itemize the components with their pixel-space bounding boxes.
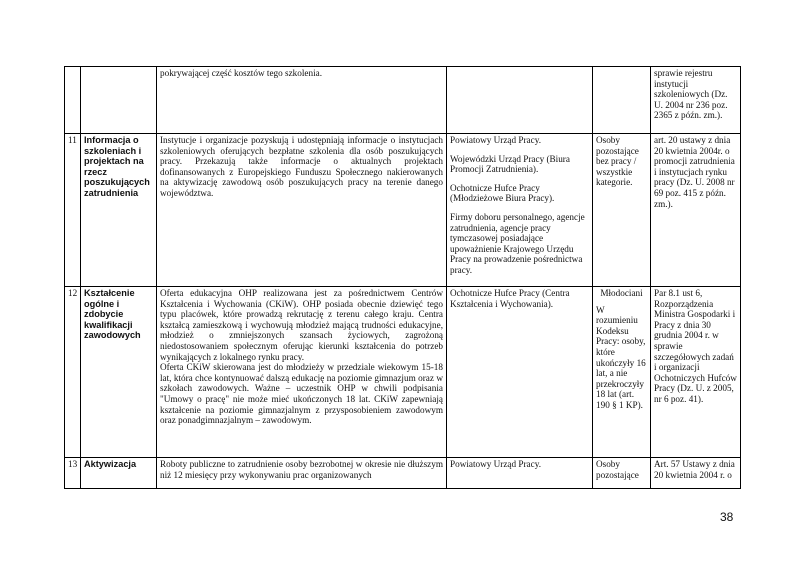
table-row	[65, 67, 741, 134]
row-number: 13	[65, 458, 81, 489]
institution: Powiatowy Urząd Pracy.	[450, 459, 541, 469]
institution: Ochotnicze Hufce Pracy (Centra Kształcenia i Wychowania).	[450, 288, 570, 309]
table-row	[65, 458, 741, 489]
target-group-cell: Osoby pozostające	[593, 458, 651, 489]
service-description: Roboty publiczne to zatrudnienie osoby bezrobotnej w okresie nie dłuższym niż 12 miesięcy przy wykonywaniu prac organizowanych	[157, 458, 447, 489]
service-description: Instytucje i organizacje pozyskują i udostępniają informacje o instytucjach szkoleniowych oferujących bezpłatne szkolenia dla osób poszukujących pracy. Przekazują także informacje o aktualnych projektach dofinansowanych z Europejskiego Funduszu Społecznego nakierowanych na aktywizację zawodową osób poszukujących pracy na terenie danego województwa.	[157, 134, 447, 287]
institution: Powiatowy Urząd Pracy.	[450, 135, 541, 145]
row-number	[65, 67, 81, 134]
row-number: 11	[65, 134, 81, 287]
institution: Ochotnicze Hufce Pracy (Młodzieżowe Biura Pracy).	[450, 182, 555, 204]
institution: Wojewódzki Urząd Pracy (Biura Promocji Zatrudnienia).	[450, 153, 570, 175]
institutions-cell	[447, 134, 593, 287]
services-table	[64, 66, 741, 489]
institution: Firmy doboru personalnego, agencje zatrudnienia, agencje pracy tymczasowej posiadające upoważnienie Krajowego Urzędu Pracy na prowadzenie pośrednictwa pracy.	[450, 211, 585, 275]
institutions-cell	[447, 287, 593, 458]
service-description: pokrywającej część kosztów tego szkolenia.	[157, 67, 447, 134]
institutions-cell	[447, 67, 593, 134]
target-group-cell: Młodociani W rozumieniu Kodeksu Pracy: osoby, które ukończyły 16 lat, a nie przekroczyły 18 lat (art. 190 § 1 KP).	[593, 287, 651, 458]
table-row	[65, 134, 741, 287]
legal-basis: Art. 57 Ustawy z dnia 20 kwietnia 2004 r. o	[651, 458, 741, 489]
table-row	[65, 287, 741, 458]
service-name: Informacja o szkoleniach i projektach na rzecz poszukujących zatrudnienia	[81, 134, 157, 287]
page-number: 38	[720, 510, 734, 524]
service-description: Oferta edukacyjna OHP realizowana jest za pośrednictwem Centrów Kształcenia i Wychowania (CKiW). OHP posiada obecnie dziewięć tego typu placówek, które prowadzą rekrutację z terenu całego kraju. Centra kształcą zamieszkową i wychowują młodzież mającą trudności edukacyjne, młodzież o zmniejszonych szansach życiowych, zagrożoną niedostosowaniem społecznym oferując kierunki kształcenia do potrzeb wynikających z lokalnego rynku pracy. Oferta CKiW skierowana jest do młodzieży w przedziale wiekowym 15-18 lat, która chce kontynuować dalszą edukację na poziomie gimnazjum oraz w szkołach zawodowych. Ważne – uczestnik OHP w chwili podpisania "Umowy o pracę" nie może mieć ukończonych 18 lat. CKiW zapewniają kształcenie na poziomie gimnazjalnym z przysposobieniem zawodowym oraz ponadgimnazjalnym – zawodowym.	[157, 287, 447, 458]
institutions-cell	[447, 458, 593, 489]
service-name: Kształcenie ogólne i zdobycie kwalifikacji zawodowych	[81, 287, 157, 458]
legal-basis: Par 8.1 ust 6, Rozporządzenia Ministra Gospodarki i Pracy z dnia 30 grudnia 2004 r. w sprawie szczegółowych zadań i organizacji Ochotniczych Hufców Pracy (Dz. U. z 2005, nr 6 poz. 41).	[651, 287, 741, 458]
service-name: Aktywizacja	[81, 458, 157, 489]
legal-basis: art. 20 ustawy z dnia 20 kwietnia 2004r. o promocji zatrudnienia i instytucjach rynku pracy (Dz. U. 2008 nr 69 poz. 415 z późn. zm.).	[651, 134, 741, 287]
legal-basis: sprawie rejestru instytucji szkoleniowych (Dz. U. 2004 nr 236 poz. 2365 z późn. zm.).	[651, 67, 741, 134]
service-name	[81, 67, 157, 134]
target-group-cell: Osoby pozostające bez pracy / wszystkie kategorie.	[593, 134, 651, 287]
target-group-cell	[593, 67, 651, 134]
row-number: 12	[65, 287, 81, 458]
